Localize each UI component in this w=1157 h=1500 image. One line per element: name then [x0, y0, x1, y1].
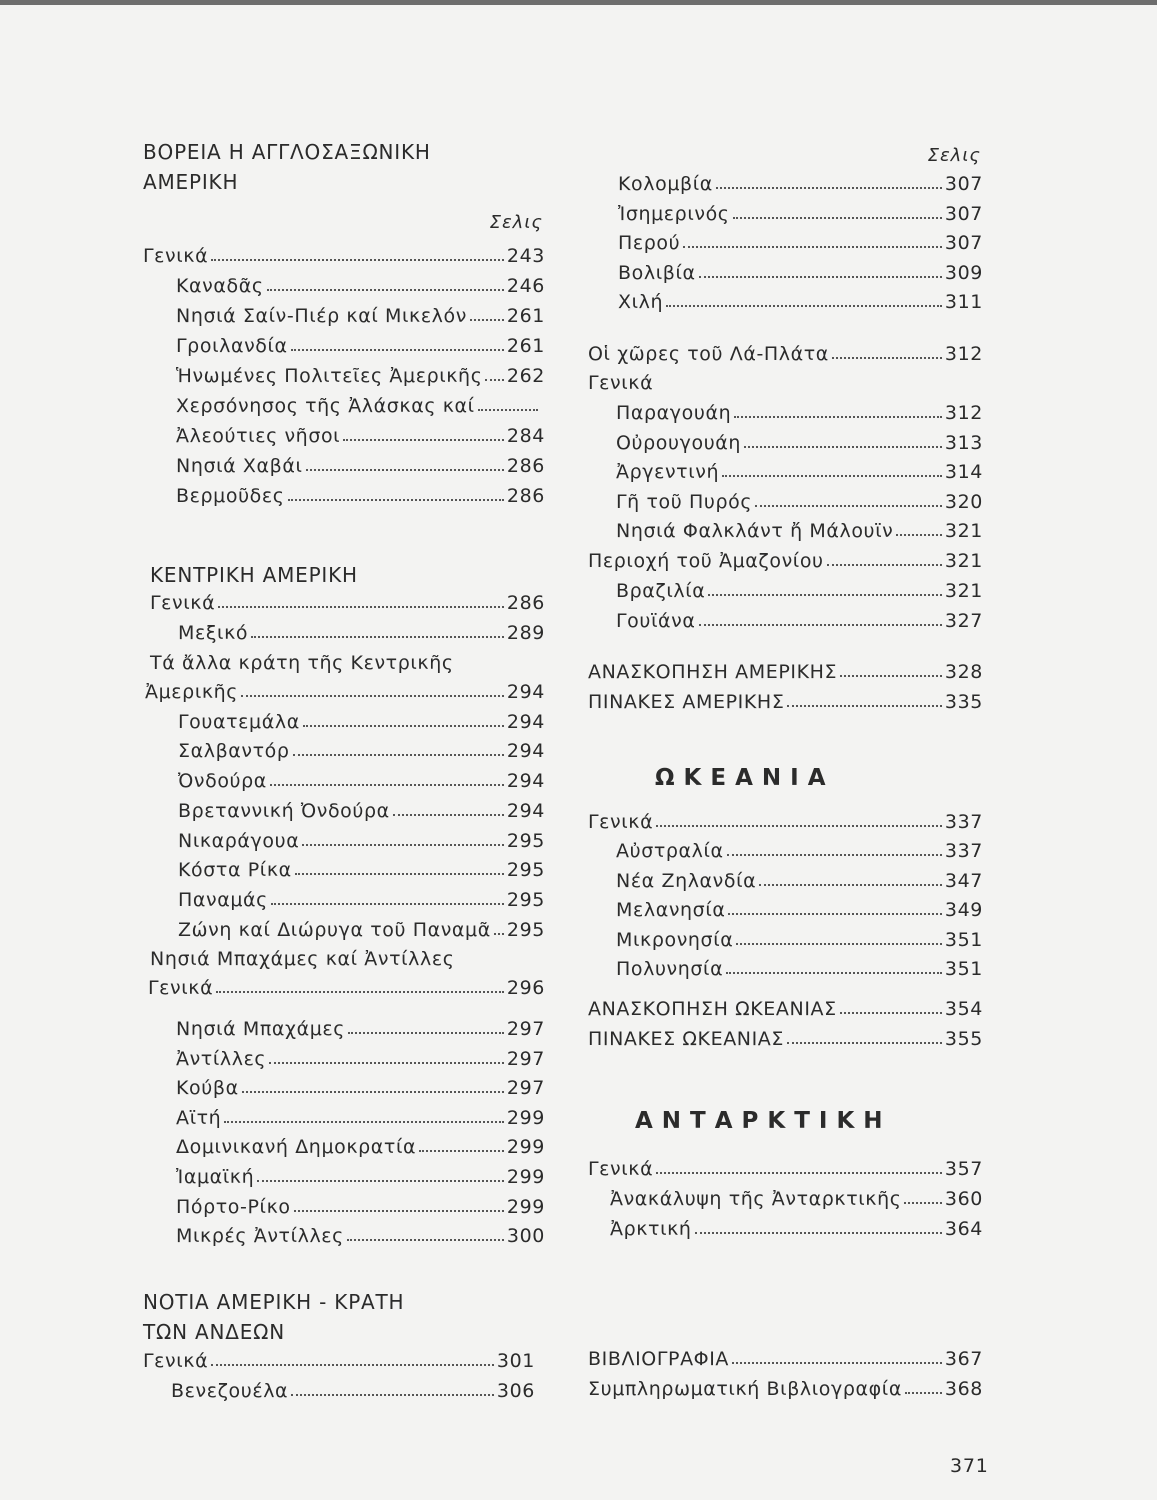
toc-entry-title: Γουατεμάλα	[178, 710, 300, 733]
toc-entry	[143, 711, 545, 739]
toc-entry-title: Γενικά	[143, 1350, 209, 1372]
toc-entry	[143, 1380, 535, 1408]
dot-leader	[827, 561, 942, 566]
toc-entry	[143, 681, 545, 709]
toc-entry-title: Γουϊάνα	[616, 609, 696, 632]
dot-leader	[787, 702, 942, 707]
dot-leader	[656, 1169, 942, 1174]
toc-entry-page: 299	[506, 1106, 545, 1129]
dot-leader	[478, 406, 538, 411]
north-america-heading-line1: ΒΟΡΕΙΑ Η ΑΓΓΛΟΣΑΞΩΝΙΚΗ	[143, 140, 431, 164]
dot-leader	[348, 1029, 504, 1034]
toc-entry-page: 286	[506, 485, 545, 507]
dot-leader	[666, 302, 942, 307]
dot-leader	[656, 822, 942, 827]
dot-leader	[708, 591, 942, 596]
toc-entry-page: 309	[944, 261, 983, 284]
toc-entry	[588, 461, 983, 489]
toc-entry-title: Ὀνδούρα	[178, 770, 267, 793]
toc-entry	[143, 1048, 545, 1076]
toc-entry-page: 349	[944, 899, 983, 922]
toc-entry	[143, 365, 545, 393]
toc-entry-title: Παναμάς	[178, 888, 268, 911]
toc-entry	[588, 840, 983, 868]
toc-entry-page: 294	[506, 770, 545, 793]
dot-leader	[485, 376, 503, 381]
central-america-heading: ΚΕΝΤΡΙΚΗ ΑΜΕΡΙΚΗ	[150, 563, 358, 587]
toc-entry-page: 313	[944, 431, 983, 454]
toc-entry-page: 307	[944, 232, 983, 255]
toc-entry-page: 299	[506, 1136, 545, 1159]
toc-entry-page: 297	[506, 1018, 545, 1040]
dot-leader	[722, 472, 942, 477]
page-number: 371	[950, 1455, 989, 1477]
dot-leader	[295, 870, 504, 875]
toc-entry-title: ΒΙΒΛΙΟΓΡΑΦΙΑ	[588, 1348, 730, 1370]
toc-entry	[588, 811, 983, 839]
dot-leader	[732, 1359, 942, 1364]
dot-leader	[269, 1059, 504, 1064]
toc-entry-title: Βραζιλία	[616, 580, 706, 602]
toc-entry-title: Ἀμερικῆς	[145, 681, 239, 703]
toc-entry-page: 294	[506, 799, 545, 822]
toc-entry-title: Νησιά Σαίν-Πιέρ καί Μικελόν	[176, 305, 467, 327]
dot-leader	[211, 1361, 494, 1366]
toc-entry-page: 289	[506, 622, 545, 644]
toc-entry-page: 307	[944, 173, 983, 195]
toc-entry-page: 299	[506, 1195, 545, 1218]
toc-entry-title: Μικρές Ἀντίλλες	[176, 1225, 344, 1248]
toc-entry-title: Βερμοῦδες	[176, 485, 285, 507]
dot-leader	[733, 214, 942, 219]
toc-entry-title: Παραγουάη	[616, 402, 732, 424]
toc-entry-page: 364	[944, 1217, 983, 1240]
toc-entry	[588, 1028, 983, 1056]
toc-entry-page: 347	[944, 869, 983, 892]
toc-entry	[588, 550, 983, 578]
dot-leader	[699, 621, 942, 626]
toc-entry-title: Συμπληρωματική Βιβλιογραφία	[588, 1378, 902, 1400]
toc-entry	[588, 232, 983, 260]
dot-leader	[291, 346, 504, 351]
dot-leader	[270, 781, 504, 786]
toc-entry-title: Οὐρουγουάη	[616, 431, 742, 454]
toc-entry-title: Νησιά Χαβάι	[176, 455, 303, 477]
toc-entry-page: 307	[944, 202, 983, 225]
toc-entry-title: Οἱ χῶρες τοῦ Λά-Πλάτα	[588, 343, 829, 365]
toc-entry	[588, 343, 983, 371]
toc-entry-page: 261	[506, 335, 545, 357]
toc-entry-title: Χιλή	[618, 291, 664, 314]
toc-entry-title: Πολυνησία	[616, 958, 724, 981]
toc-entry-title: Μεξικό	[178, 622, 249, 644]
toc-entry-title: Αϊτή	[176, 1106, 222, 1129]
toc-entry	[588, 402, 983, 430]
toc-entry-title: Γῆ τοῦ Πυρός	[616, 490, 753, 513]
toc-entry	[588, 520, 983, 548]
toc-entry-title: Κόστα Ρίκα	[178, 859, 292, 882]
toc-entry	[143, 425, 545, 453]
toc-entry-title: ΠΙΝΑΚΕΣ ΑΜΕΡΙΚΗΣ	[588, 691, 785, 713]
dot-leader	[905, 1389, 942, 1394]
toc-entry	[588, 1188, 983, 1216]
toc-entry	[143, 800, 545, 828]
toc-entry	[588, 491, 983, 519]
dot-leader	[759, 881, 942, 886]
dot-leader	[288, 496, 504, 501]
dot-leader	[716, 184, 942, 189]
toc-entry	[143, 859, 545, 887]
toc-entry-title: Ἰσημερινός	[618, 202, 730, 225]
toc-entry-title: Ἡνωμένες Πολιτεῖες Ἀμερικῆς	[176, 365, 483, 387]
dot-leader	[734, 413, 942, 418]
toc-entry-page: 337	[944, 811, 983, 833]
toc-entry-page: 286	[506, 592, 545, 614]
toc-entry-page: 368	[944, 1378, 983, 1400]
antarctica-heading: ΑΝΤΑΡΚΤΙΚΗ	[635, 1108, 892, 1134]
toc-entry-page: 296	[506, 977, 545, 999]
toc-entry-title: ΑΝΑΣΚΟΠΗΣΗ ΩΚΕΑΝΙΑΣ	[588, 998, 837, 1020]
toc-entry-page: 262	[506, 365, 545, 387]
toc-entry-title: Νησιά Φαλκλάντ ἤ Μάλουϊν	[616, 520, 894, 543]
toc-entry-page: 321	[944, 580, 983, 602]
dot-leader	[840, 1009, 942, 1014]
toc-entry-page: 294	[506, 681, 545, 703]
dot-leader	[755, 502, 942, 507]
toc-entry-page: 306	[496, 1380, 535, 1402]
toc-entry-title: Αὐστραλία	[616, 840, 724, 862]
toc-entry	[143, 455, 545, 483]
toc-entry-title: Περιοχή τοῦ Ἀμαζονίου	[588, 550, 824, 572]
toc-entry-page: 337	[944, 840, 983, 862]
toc-entry	[588, 870, 983, 898]
toc-entry-title: Νέα Ζηλανδία	[616, 869, 757, 892]
toc-entry	[143, 335, 545, 363]
dot-leader	[211, 256, 504, 261]
toc-entry	[588, 291, 983, 319]
toc-entry-title: Νικαράγουα	[178, 829, 300, 852]
north-america-heading-line2: ΑΜΕΡΙΚΗ	[143, 170, 239, 194]
toc-entry-title: Περού	[618, 232, 681, 255]
dot-leader	[343, 436, 504, 441]
toc-entry-title: Ἀργεντινή	[616, 461, 720, 484]
scan-top-edge	[0, 0, 1157, 5]
dot-leader	[257, 1177, 504, 1182]
toc-entry-page: 312	[944, 343, 983, 365]
toc-entry-page: 360	[944, 1188, 983, 1210]
dot-leader	[727, 851, 942, 856]
toc-entry-page: 299	[506, 1166, 545, 1188]
dot-leader	[303, 722, 504, 727]
toc-entry	[588, 958, 983, 986]
toc-entry-title: Ἀρκτική	[610, 1217, 692, 1240]
toc-entry	[143, 395, 545, 423]
toc-entry-page: 311	[944, 291, 983, 314]
toc-entry-page: 357	[944, 1158, 983, 1180]
toc-entry	[143, 977, 545, 1005]
dot-leader	[224, 1118, 504, 1123]
dot-leader	[840, 672, 942, 677]
toc-entry-title: Βρεταννική Ὀνδούρα	[178, 799, 390, 822]
toc-entry-title: Κούβα	[176, 1077, 239, 1100]
toc-entry-title: Μελανησία	[616, 899, 726, 922]
toc-entry-page: 295	[506, 888, 545, 911]
dot-leader	[728, 910, 941, 915]
toc-entry	[143, 1077, 545, 1105]
toc-entry-title: Δομινικανή Δημοκρατία	[176, 1136, 417, 1159]
dot-leader	[419, 1147, 504, 1152]
dot-leader	[787, 1039, 942, 1044]
toc-entry-title: Βολιβία	[618, 261, 696, 284]
toc-entry-page: 246	[506, 275, 545, 297]
dot-leader	[267, 286, 504, 291]
toc-entry	[588, 1158, 983, 1186]
toc-entry-page: 301	[496, 1350, 535, 1372]
toc-entry-page: 355	[944, 1028, 983, 1050]
toc-entry-title: ΠΙΝΑΚΕΣ ΩΚΕΑΝΙΑΣ	[588, 1028, 785, 1050]
dot-leader	[744, 443, 942, 448]
toc-entry	[588, 262, 983, 290]
oceania-heading: ΩΚΕΑΝΙΑ	[655, 765, 835, 791]
dot-leader	[393, 811, 504, 816]
toc-entry-page: 327	[944, 609, 983, 632]
south-america-heading-line2: ΤΩΝ ΑΝΔΕΩΝ	[143, 1320, 286, 1344]
toc-entry	[143, 740, 545, 768]
toc-entry	[143, 622, 545, 650]
toc-entry	[143, 770, 545, 798]
toc-entry-page: 320	[944, 490, 983, 513]
toc-entry-title: Ἰαμαϊκή	[176, 1166, 255, 1188]
toc-entry-page: 294	[506, 740, 545, 763]
toc-entry	[588, 691, 983, 719]
toc-entry-page: 284	[506, 425, 545, 447]
dot-leader	[904, 1199, 941, 1204]
toc-entry	[588, 432, 983, 460]
toc-entry-page: 367	[944, 1348, 983, 1370]
dot-leader	[683, 243, 942, 248]
toc-entry-title: Ἀλεούτιες νῆσοι	[176, 425, 341, 447]
dot-leader	[302, 841, 504, 846]
toc-entry-page: 243	[506, 245, 545, 267]
toc-entry	[588, 1378, 983, 1406]
toc-entry	[588, 1218, 983, 1246]
toc-entry-title: Σαλβαντόρ	[178, 740, 290, 763]
toc-entry-title: Βενεζουέλα	[171, 1380, 289, 1402]
toc-entry-title: Κολομβία	[618, 173, 713, 195]
toc-entry-page: 286	[506, 455, 545, 477]
toc-entry	[588, 1348, 983, 1376]
toc-entry	[143, 1107, 545, 1135]
dot-leader	[251, 633, 504, 638]
dot-leader	[726, 969, 942, 974]
toc-entry-page: 351	[944, 928, 983, 951]
pages-label-right: Σελις	[927, 145, 981, 166]
toc-entry-page: 300	[506, 1225, 545, 1248]
dot-leader	[896, 531, 942, 536]
toc-entry-title: Νησιά Μπαχάμες	[176, 1018, 346, 1040]
toc-entry	[588, 203, 983, 231]
toc-entry	[143, 830, 545, 858]
toc-entry-page: 351	[944, 958, 983, 981]
toc-entry-page: 295	[506, 829, 545, 852]
toc-entry-title: Γενικά	[143, 245, 209, 267]
toc-entry-page: 297	[506, 1077, 545, 1100]
toc-entry	[588, 929, 983, 957]
toc-entry	[588, 998, 983, 1026]
toc-entry	[588, 610, 983, 638]
toc-entry-title: Γενικά	[588, 811, 654, 833]
toc-entry-title: Γενικά	[148, 977, 214, 999]
dot-leader	[241, 692, 504, 697]
south-america-heading-line1: ΝΟΤΙΑ ΑΜΕΡΙΚΗ - ΚΡΑΤΗ	[143, 1290, 405, 1314]
dot-leader	[347, 1236, 504, 1241]
dot-leader	[736, 940, 942, 945]
dot-leader	[293, 751, 504, 756]
toc-entry	[143, 1196, 545, 1224]
dot-leader	[470, 316, 504, 321]
dot-leader	[832, 354, 942, 359]
toc-entry-page: 314	[944, 461, 983, 484]
toc-entry	[143, 245, 545, 273]
toc-entry	[143, 1225, 545, 1253]
toc-entry-title: Ἀντίλλες	[176, 1047, 267, 1070]
dot-leader	[271, 900, 504, 905]
toc-entry	[588, 661, 983, 689]
toc-entry	[143, 592, 545, 620]
pages-label-left: Σελις	[489, 212, 543, 233]
toc-entry	[143, 1018, 545, 1046]
toc-entry-page: 321	[944, 550, 983, 572]
toc-entry-page: 295	[506, 918, 545, 941]
bahamas-antilles-line: Νησιά Μπαχάμες καί Ἀντίλλες	[150, 948, 455, 970]
toc-entry-page: 295	[506, 859, 545, 882]
dot-leader	[294, 1207, 504, 1212]
dot-leader	[699, 273, 942, 278]
dot-leader	[218, 603, 504, 608]
toc-entry-page: 328	[944, 661, 983, 683]
toc-entry-page: 335	[944, 691, 983, 713]
toc-entry	[143, 485, 545, 513]
toc-entry	[588, 580, 983, 608]
toc-entry	[143, 889, 545, 917]
toc-entry-page: 312	[944, 402, 983, 424]
dot-leader	[306, 466, 504, 471]
toc-entry	[143, 305, 545, 333]
toc-entry-page: 354	[944, 998, 983, 1020]
dot-leader	[695, 1229, 942, 1234]
toc-entry-page: 321	[944, 520, 983, 543]
dot-leader	[291, 1391, 494, 1396]
toc-entry-title: Μικρονησία	[616, 928, 734, 951]
toc-entry-title: Γενικά	[150, 592, 216, 614]
other-states-line: Τά ἄλλα κράτη τῆς Κεντρικῆς	[150, 652, 454, 674]
dot-leader	[216, 988, 504, 993]
toc-entry-title: Πόρτο-Ρίκο	[176, 1195, 291, 1218]
toc-entry-title: ΑΝΑΣΚΟΠΗΣΗ ΑΜΕΡΙΚΗΣ	[588, 661, 838, 683]
toc-entry-title: Χερσόνησος τῆς Ἀλάσκας καί	[176, 395, 475, 417]
dot-leader	[494, 930, 504, 935]
toc-entry-title: Ἀνακάλυψη τῆς Ἀνταρκτικῆς	[610, 1188, 902, 1210]
toc-entry-title: Ζώνη καί Διώρυγα τοῦ Παναμᾶ	[178, 918, 491, 941]
toc-entry-title: Γροιλανδία	[176, 335, 288, 357]
toc-entry	[143, 1350, 535, 1378]
toc-entry	[143, 1166, 545, 1194]
toc-entry-page: 297	[506, 1047, 545, 1070]
toc-entry	[588, 173, 983, 201]
toc-entry	[143, 1136, 545, 1164]
toc-entry	[143, 275, 545, 303]
toc-entry-title: Γενικά	[588, 1158, 654, 1180]
toc-entry	[588, 899, 983, 927]
toc-entry-title: Καναδᾶς	[176, 275, 264, 297]
toc-entry-page: 294	[506, 710, 545, 733]
toc-entry-page: 261	[506, 305, 545, 327]
la-plata-general: Γενικά	[588, 372, 654, 394]
toc-entry	[143, 919, 545, 947]
dot-leader	[242, 1088, 504, 1093]
